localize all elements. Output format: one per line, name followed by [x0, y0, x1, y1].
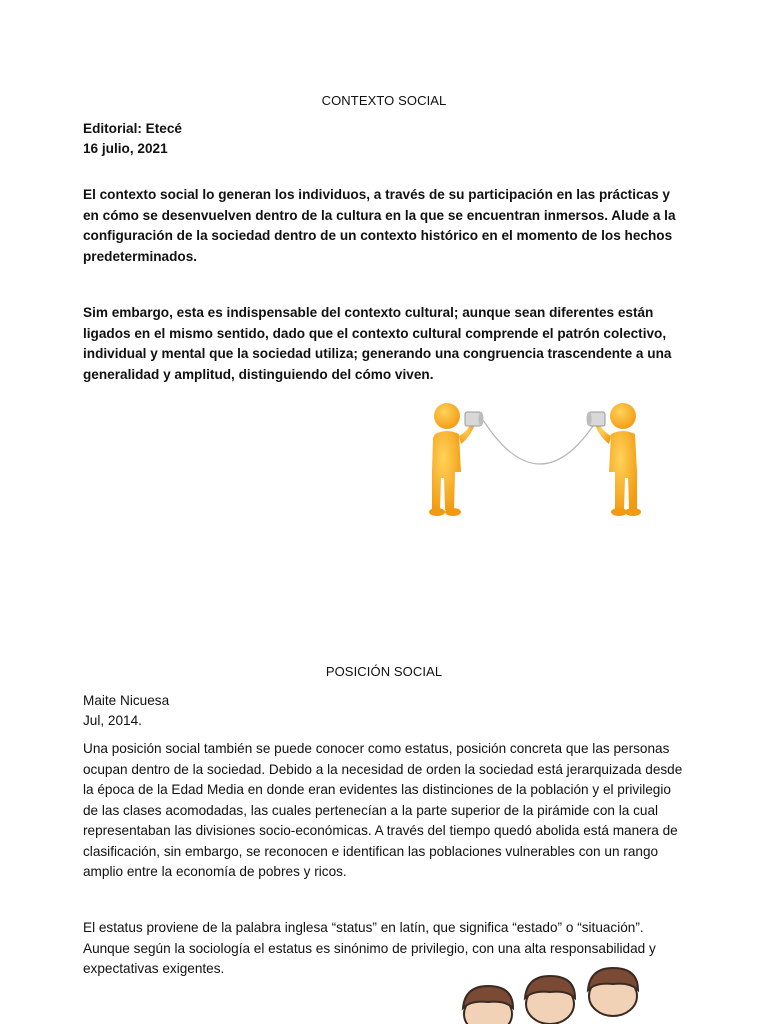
- tin-can-phone-figures-illustration: [425, 398, 645, 522]
- right-figure-icon: [587, 403, 642, 516]
- source-editorial: Editorial: Etecé: [83, 121, 182, 136]
- person-middle-icon: [525, 976, 575, 1024]
- person-right-icon: [588, 968, 638, 1016]
- paragraph-posicion-2: El estatus proviene de la palabra inglesa “status” en latín, que significa “estado” o “situación”. Aunque según la sociología el estatus es sinónimo de privilegio, con una alta responsabilidad y expectativas exigentes.: [83, 920, 656, 976]
- paragraph-contexto-1: El contexto social lo generan los individuos, a través de su participación en las prácticas y en cómo se desenvuelven dentro de la cultura en la que se encuentran inmersos. Alude a la configuración de la sociedad dentro de un contexto histórico en el momento de los hechos predeterminados.: [83, 187, 676, 264]
- left-figure-icon: [429, 403, 484, 516]
- source-date: 16 julio, 2021: [83, 141, 168, 156]
- section-title-contexto-social: CONTEXTO SOCIAL: [321, 93, 447, 108]
- person-left-icon: [463, 986, 513, 1024]
- source-author: Maite Nicuesa: [83, 693, 170, 708]
- group-of-people-illustration: [455, 966, 645, 1024]
- paragraph-contexto-2: Sim embargo, esta es indispensable del contexto cultural; aunque sean diferentes están ligados en el mismo sentido, dado que el contexto cultural comprende el patrón colectivo, individual y mental que la sociedad utiliza; generando una congruencia trascendente a una generalidad y amplitud, distinguiendo del cómo viven.: [83, 305, 672, 382]
- paragraph-posicion-1: Una posición social también se puede conocer como estatus, posición concreta que las personas ocupan dentro de la sociedad. Debido a la necesidad de orden la sociedad está jerarquizada desde la época de la Edad Media en donde eran evidentes las distinciones de la población y el privilegio de las clases acomodadas, las cuales pertenecían a la parte superior de la pirámide con la cual representaban las divisiones socio-económicas. A través del tiempo quedó abolida está manera de clasificación, sin embargo, se reconocen e identifican las poblaciones vulnerables con un rango amplio entre la economía de pobres y ricos.: [83, 741, 683, 879]
- source-date-2: Jul, 2014.: [83, 713, 142, 728]
- section-title-posicion-social: POSICIÓN SOCIAL: [325, 664, 443, 679]
